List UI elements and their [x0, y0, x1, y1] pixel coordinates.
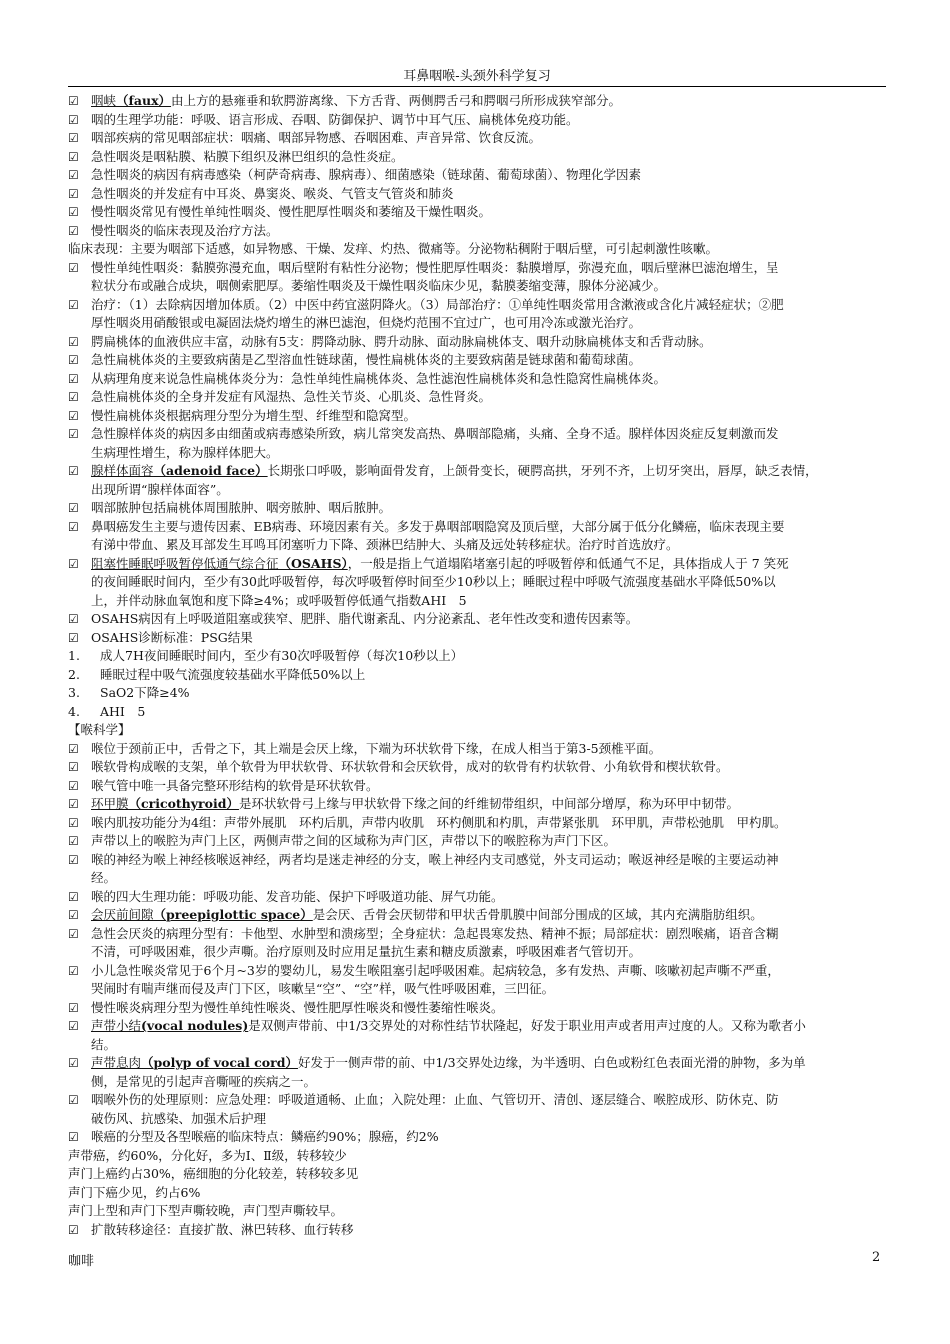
defined-term: 咽峡（faux） — [91, 93, 172, 108]
checkbox-icon: ☑ — [68, 1093, 79, 1107]
item-number: 1. — [68, 648, 80, 663]
item-text: OSAHS病因有上呼吸道阻塞或狭窄、肥胖、脂代谢紊乱、内分泌紊乱、老年性改变和遗传因素等。 — [91, 611, 639, 626]
item-text: 急性扁桃体炎的全身并发症有风湿热、急性关节炎、心肌炎、急性肾炎。 — [91, 389, 492, 404]
bullet-item — [68, 333, 886, 352]
bullet-item — [68, 407, 886, 426]
bullet-item — [68, 499, 886, 518]
checkbox-icon: ☑ — [68, 852, 79, 867]
item-text: 扩散转移途径：直接扩散、淋巴转移、血行转移 — [91, 1221, 354, 1237]
plain-line: 声门下癌少见，约占6% — [68, 1184, 201, 1200]
checkbox-icon: ☑ — [68, 297, 79, 312]
checkbox-icon: ☑ — [68, 963, 79, 978]
item-continuation: 破伤风、抗感染、加强术后护理 — [91, 1110, 267, 1126]
bullet-item — [68, 388, 886, 407]
bullet-item — [68, 925, 886, 944]
bullet-item — [68, 92, 886, 111]
numbered-item — [68, 666, 886, 685]
bullet-item — [68, 740, 886, 759]
page-number: 2 — [872, 1250, 881, 1265]
item-text: 慢性扁桃体炎根据病理分型分为增生型、纤维型和隐窝型。 — [91, 407, 417, 423]
item-text: 长期张口呼吸，影响面骨发育，上颌骨变长，硬腭高拱，牙列不齐，上切牙突出，唇厚，缺乏表情， — [267, 463, 818, 478]
item-text: 是会厌、舌骨会厌韧带和甲状舌骨肌膜中间部分围成的区域，其内充满脂肪组织。 — [312, 907, 763, 922]
item-continuation: 哭闹时有喘声继而侵及声门下区，咳嗽呈“空”、“空”样，吸气性呼吸困难，三凹征。 — [91, 981, 555, 996]
item-text: 急性腺样体炎的病因多由细菌或病毒感染所致，病儿常突发高热、鼻咽部隐痛，头痛、全身不适。腺样体因炎症反复刺激而发 — [91, 426, 779, 441]
item-text: 由上方的悬雍垂和软腭游离缘、下方舌背、两侧腭舌弓和腭咽弓所形成狭窄部分。 — [171, 93, 622, 108]
plain-line: 【喉科学】 — [68, 722, 131, 737]
defined-term: 声带小结(vocal nodules) — [91, 1018, 249, 1033]
item-text: 声带以上的喉腔为声门上区，两侧声带之间的区域称为声门区，声带以下的喉腔称为声门下区。 — [91, 833, 617, 848]
item-text: 是双侧声带前、中1/3交界处的对称性结节状隆起，好发于职业用声或者用声过度的人。又称为歌者小 — [248, 1018, 806, 1033]
item-continuation: 有涕中带血、累及耳部发生耳鸣耳闭塞听力下降、颈淋巴结肿大、头痛及远处转移症状。治疗时首选放疗。 — [91, 537, 679, 552]
bullet-item — [68, 351, 886, 370]
checkbox-icon: ☑ — [68, 501, 79, 515]
item-continuation: 经。 — [91, 870, 117, 885]
bullet-item — [68, 906, 886, 925]
checkbox-icon: ☑ — [68, 427, 79, 441]
bullet-item — [68, 166, 886, 185]
item-text: 咽喉外伤的处理原则：应急处理：呼吸道通畅、止血；入院处理：止血、气管切开、清创、逐层缝合、喉腔成形、防休克、防 — [91, 1092, 779, 1107]
item-continuation: 上，并伴动脉血氧饱和度下降≥4%；或呼吸暂停低通气指数AHI 5 — [91, 592, 467, 608]
bullet-item — [68, 777, 886, 796]
item-continuation: 生病理性增生，称为腺样体肥大。 — [91, 444, 279, 460]
item-text: 慢性喉炎病理分型为慢性单纯性喉炎、慢性肥厚性喉炎和慢性萎缩性喉炎。 — [91, 999, 504, 1015]
item-text: 喉位于颈前正中，舌骨之下，其上端是会厌上缘，下端为环状软骨下缘，在成人相当于第3-5颈椎平面。 — [91, 740, 662, 756]
checkbox-icon: ☑ — [68, 168, 79, 182]
checkbox-icon: ☑ — [68, 741, 79, 756]
item-text: 急性扁桃体炎的主要致病菌是乙型溶血性链球菌，慢性扁桃体炎的主要致病菌是链球菌和葡萄球菌。 — [91, 352, 642, 367]
item-continuation: 侧，是常见的引起声音嘶哑的疾病之一。 — [91, 1073, 317, 1089]
checkbox-icon: ☑ — [68, 94, 79, 108]
bullet-item — [68, 1221, 886, 1240]
bullet-item — [68, 1054, 886, 1073]
page-header — [68, 68, 886, 87]
checkbox-icon: ☑ — [68, 519, 79, 534]
checkbox-icon: ☑ — [68, 889, 79, 904]
item-text: 急性咽炎是咽粘膜、粘膜下组织及淋巴组织的急性炎症。 — [91, 148, 404, 164]
checkbox-icon: ☑ — [68, 149, 79, 164]
numbered-item — [68, 703, 886, 722]
checkbox-icon: ☑ — [68, 464, 79, 478]
bullet-item — [68, 370, 886, 389]
item-text: AHI 5 — [100, 703, 146, 719]
item-text: 睡眠过程中吸气流强度较基础水平降低50%以上 — [100, 666, 366, 682]
checkbox-icon: ☑ — [68, 1019, 79, 1033]
item-text: 是环状软骨弓上缘与甲状软骨下缘之间的纤维韧带组织，中间部分增厚，称为环甲中韧带。 — [238, 796, 739, 811]
bullet-item — [68, 203, 886, 222]
item-text: 喉的四大生理功能：呼吸功能、发音功能、保护下呼吸道功能、屏气功能。 — [91, 888, 504, 904]
item-text: SaO2下降≥4% — [100, 685, 190, 700]
checkbox-icon: ☑ — [68, 926, 79, 941]
item-text: 治疗：（1）去除病因增加体质。（2）中医中药宜滋阴降火。（3）局部治疗：①单纯性咽炎常用含漱液或含化片减轻症状；②肥 — [91, 296, 784, 312]
item-text: 喉软骨构成喉的支架，单个软骨为甲状软骨、环状软骨和会厌软骨，成对的软骨有杓状软骨、小角软骨和楔状软骨。 — [91, 759, 729, 774]
checkbox-icon: ☑ — [68, 353, 79, 367]
header-title: 耳鼻咽喉-头颈外科学复习 — [403, 69, 551, 84]
checkbox-icon: ☑ — [68, 1056, 79, 1070]
item-text: 咽部脓肿包括扁桃体周围脓肿、咽旁脓肿、咽后脓肿。 — [91, 500, 392, 515]
bullet-item — [68, 296, 886, 315]
footer-label: 咖啡 — [68, 1254, 95, 1269]
checkbox-icon: ☑ — [68, 760, 79, 774]
bullet-item — [68, 814, 886, 833]
defined-term: 会厌前间隙（preepiglottic space） — [91, 907, 313, 922]
checkbox-icon: ☑ — [68, 205, 79, 219]
item-continuation: 粒状分布或融合成块，咽侧索肥厚。萎缩性咽炎及干燥性咽炎临床少见，黏膜萎缩变薄，腺体分泌减少。 — [91, 278, 667, 293]
bullet-item — [68, 425, 886, 444]
defined-term: 声带息肉（polyp of vocal cord） — [91, 1055, 298, 1070]
bullet-item — [68, 1017, 886, 1036]
item-text: 喉癌的分型及各型喉癌的临床特点：鳞癌约90%；腺癌，约2% — [91, 1129, 439, 1144]
defined-term: 阻塞性睡眠呼吸暂停低通气综合征（OSAHS） — [91, 555, 348, 571]
checkbox-icon: ☑ — [68, 612, 79, 626]
item-text: ，一般是指上气道塌陷堵塞引起的呼吸暂停和低通气不足，具体指成人于 7 笑死 — [347, 555, 789, 571]
checkbox-icon: ☑ — [68, 556, 79, 571]
checkbox-icon: ☑ — [68, 1130, 79, 1144]
bullet-item — [68, 832, 886, 851]
item-continuation: 出现所谓“腺样体面容”。 — [91, 481, 229, 497]
item-text: 急性会厌炎的病理分型有：卡他型、水肿型和溃疡型；全身症状：急起畏寒发热、精神不振；局部症状：剧烈喉痛，语音含糊 — [91, 925, 779, 941]
bullet-item — [68, 222, 886, 241]
checkbox-icon: ☑ — [68, 908, 79, 922]
item-text: 鼻咽癌发生主要与遗传因素、EB病毒、环境因素有关。多发于鼻咽部咽隐窝及顶后壁，大部分属于低分化鳞癌，临床表现主要 — [91, 518, 785, 534]
bullet-item — [68, 555, 886, 574]
item-text: 急性咽炎的病因有病毒感染（柯萨奇病毒、腺病毒）、细菌感染（链球菌、葡萄球菌）、物理化学因素 — [91, 167, 642, 182]
item-continuation: 结。 — [91, 1036, 117, 1052]
item-text: 咽部疾病的常见咽部症状：咽痛、咽部异物感、吞咽困难、声音异常、饮食反流。 — [91, 130, 542, 145]
item-number: 3. — [68, 685, 80, 700]
checkbox-icon: ☑ — [68, 834, 79, 848]
bullet-item — [68, 185, 886, 204]
item-text: 好发于一侧声带的前、中1/3交界处边缘，为半透明、白色或粉红色表面光滑的肿物，多为单 — [297, 1055, 806, 1070]
checkbox-icon: ☑ — [68, 223, 79, 238]
checkbox-icon: ☑ — [68, 390, 79, 404]
checkbox-icon: ☑ — [68, 1222, 79, 1237]
item-continuation: 厚性咽炎用硝酸银或电凝固法烧灼增生的淋巴滤泡，但烧灼范围不宜过广，也可用冷冻或激光治疗。 — [91, 315, 642, 330]
item-text: 成人7H夜间睡眠时间内，至少有30次呼吸暂停（每次10秒以上） — [100, 648, 464, 663]
plain-line: 声门上癌约占30%，癌细胞的分化较差，转移较多见 — [68, 1166, 359, 1181]
item-text: 腭扁桃体的血液供应丰富，动脉有5支：腭降动脉、腭升动脉、面动脉扁桃体支、咽升动脉扁桃体支和舌背动脉。 — [91, 333, 712, 349]
checkbox-icon: ☑ — [68, 371, 79, 386]
bullet-item — [68, 148, 886, 167]
checkbox-icon: ☑ — [68, 112, 79, 127]
plain-line: 声带癌，约60%，分化好，多为Ⅰ、Ⅱ级，转移较少 — [68, 1147, 347, 1163]
document-body — [68, 92, 886, 1239]
bullet-item — [68, 758, 886, 777]
bullet-item — [68, 462, 886, 481]
checkbox-icon: ☑ — [68, 630, 79, 645]
bullet-item — [68, 518, 886, 537]
numbered-item — [68, 647, 886, 666]
item-text: 慢性咽炎的临床表现及治疗方法。 — [91, 222, 279, 238]
numbered-item — [68, 684, 886, 703]
item-text: 喉内肌按功能分为4组：声带外展肌 环杓后肌，声带内收肌 环杓侧肌和杓肌，声带紧张肌 环甲肌，声带松弛肌 甲杓肌。 — [91, 814, 787, 830]
plain-line: 声门上型和声门下型声嘶较晚，声门型声嘶较早。 — [68, 1203, 344, 1218]
bullet-item — [68, 259, 886, 278]
item-text: 慢性咽炎常见有慢性单纯性咽炎、慢性肥厚性咽炎和萎缩及干燥性咽炎。 — [91, 204, 492, 219]
bullet-item — [68, 610, 886, 629]
item-text: 咽的生理学功能：呼吸、语言形成、吞咽、防御保护、调节中耳气压、扁桃体免疫功能。 — [91, 111, 579, 127]
item-continuation: 的夜间睡眠时间内，至少有30此呼吸暂停，每次呼吸暂停时间至少10秒以上；睡眠过程中呼吸气流强度基础水平降低50%以 — [91, 574, 776, 589]
item-text: 慢性单纯性咽炎：黏膜弥漫充血，咽后壁附有粘性分泌物；慢性肥厚性咽炎：黏膜增厚，弥漫充血，咽后壁淋巴滤泡增生，呈 — [91, 259, 779, 275]
item-number: 4. — [68, 703, 80, 719]
bullet-item — [68, 851, 886, 870]
checkbox-icon: ☑ — [68, 797, 79, 811]
checkbox-icon: ☑ — [68, 131, 79, 145]
defined-term: 腺样体面容（adenoid face） — [91, 463, 268, 478]
bullet-item — [68, 1128, 886, 1147]
checkbox-icon: ☑ — [68, 334, 79, 349]
item-text: 小儿急性喉炎常见于6个月~3岁的婴幼儿，易发生喉阻塞引起呼吸困难。起病较急，多有发热、声嘶、咳嗽初起声嘶不严重， — [91, 962, 780, 978]
bullet-item — [68, 999, 886, 1018]
item-text: 急性咽炎的并发症有中耳炎、鼻窦炎、喉炎、气管支气管炎和肺炎 — [91, 185, 454, 201]
bullet-item — [68, 629, 886, 648]
item-number: 2. — [68, 666, 80, 682]
checkbox-icon: ☑ — [68, 815, 79, 830]
checkbox-icon: ☑ — [68, 778, 79, 793]
item-text: 从病理角度来说急性扁桃体炎分为：急性单纯性扁桃体炎、急性滤泡性扁桃体炎和急性隐窝性扁桃体炎。 — [91, 370, 667, 386]
plain-line: 临床表现：主要为咽部下适感，如异物感、干燥、发痒、灼热、微痛等。分泌物粘稠附于咽后壁，可引起刺激性咳嗽。 — [68, 241, 719, 256]
item-text: 喉的神经为喉上神经核喉返神经，两者均是迷走神经的分支，喉上神经内支司感觉，外支司运动；喉返神经是喉的主要运动神 — [91, 851, 779, 867]
bullet-item — [68, 111, 886, 130]
bullet-item — [68, 795, 886, 814]
bullet-item — [68, 129, 886, 148]
checkbox-icon: ☑ — [68, 1000, 79, 1015]
checkbox-icon: ☑ — [68, 408, 79, 423]
checkbox-icon: ☑ — [68, 260, 79, 275]
item-text: OSAHS诊断标准：PSG结果 — [91, 629, 253, 645]
checkbox-icon: ☑ — [68, 186, 79, 201]
item-continuation: 不清，可呼吸困难，很少声嘶。治疗原则及时应用足量抗生素和糖皮质激素，呼吸困难者气管切开。 — [91, 944, 642, 959]
bullet-item — [68, 888, 886, 907]
bullet-item — [68, 1091, 886, 1110]
bullet-item — [68, 962, 886, 981]
defined-term: 环甲膜（cricothyroid） — [91, 796, 239, 811]
item-text: 喉气管中唯一具备完整环形结构的软骨是环状软骨。 — [91, 777, 379, 793]
